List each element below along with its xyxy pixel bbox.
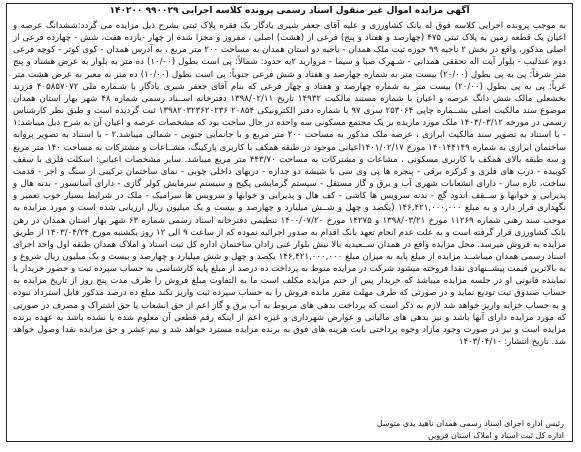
signature-official: رئیس اداره اجرای اسناد رسمی همدان ناهید یدی متوسل [376,419,564,428]
notice-title: آگهی مزایده اموال غیر منقول اسناد رسمی پرونده کلاسه اجرایی ۹۹۰۰۲۹ ۱۴۰۲۰۰ [109,6,470,16]
signature-office: اداره کل ثبت اسناد و املاک استان قزوین [428,431,564,440]
notice-body: به موجب پرونده اجرایی کلاسه فوق له بانک کشاورزی و علیه آقای جعفر شیری یادگار یک فقره پلاک ثبتی بشرح ذیل مزایده می گردد:ششدانگ عرصه و اعیان یک قطعه زمین به پلاک ثبتی ۴۷۵ (چهارصد و هفتاد و پنج) فرعی از (هشت) اصلی ، مفروز و مجزا شده از چهار -یازده هفت، شش - چهارده فرعی از اصلی مذکور، واقع در بخش ۲ ناحیه ۹۹ حوزه ثبت ملک همدان - ناحیه دو استان همدان به مساحت ۲۰۰ متر مربع ، به آدرس همدان - کوی کوثر - کوچه فرعی دوم عندلیب - بلوار آیت اله تحققی همدانی - شـهرک صبا و سیما - مروارید ۲به حدود: شمالاً: پی است بطول (۱۰/۰۰) ده متر به بلوار به عرض هشتاد و پنج متر شرقاً: پی به پی بطول (۲۰/۰۰) بیست متر به شماره چهارصد و هفتاد و شش فرعی جنوباً: پی است بطول (۱۰/۰۰) ده متر به معبر به عرض هشت متر غرباً: پی به پی بطول (۲۰/۰۰) بیست متر به شماره چهارصد و هفتاد و چهار فرعی که بنام آقای جعفر شیری یادگار با شـماره ملی ۴۰۵۸۵۷۰۷۲ فرزند بخشعلی مالک شش دانگ عرصه و اعیان با شماره مستند مالکیت ۱۴۹۳۲ تاریخ ۱۳۹۸/۰۲/۱۱ دفترخانه اســناد رسمی شماره ۴۸ شهر بهار استان همدان موضوع سند مالکیت اصلی بشــماره چاپی ۲۵۳۰۶۴ سری ۹۷ با شماره دفتر الکترونیکی ۲۰۸۵۴ ۱۳۹۸۲۰۳۲۳۶۲۰۲۳۶ ثبت گردیده است و طبق نظر کارشناس رسمی در مورخه ۱۴۰۳/۰۳/۱۲ ملک مورد مازیده بر یک مجتمع مسکونی سه واحده در حال ساخت بود که مشخصات عرصه و اعیان آن به شرح ذیل میباشد:۱ - با استناد به تصویر سند مالکیت ابرازی ، عرصه ملک مذکور به مساحت ۲۰۰ متر مربع و با جانمایی جنوبی - شمالی میباشد.۲ - با استناد به تصویر پروانه ساختمان ابرازی به شماره ۱۴۰۱۴۴۱۴۹ مورخ ۱۴۰۱/۰۲/۱۷اعیانی موجود در طبقه همکف با کاربری پارکینگ، مشــاعات و مشترکات به مساحت ۱۴۰ متر مربع و سه طبقه بالای همکف با کاربری مسکونی ، مشاعات و مشترکات به مساحت ۴۴۳/۷۰ متر مربع میباشد. سایر مشخصات اعیانی: اسکلت فلزی با سقف کوبیده - درب های فلزی و کرکره برقی - پنجره ها پی وی سی با شیشه دو جداره - دربهای داخلی چوبی - نمای ساختمان ترکیبی از سنگ و اجر - قدمت ساخت، تازه ساز - دارای انشعابات شهری آب و برق و گاز مستقل - سیستم گرمایشی پکیج و سیستم سرمایش کولر گازی - دارای آسانسور - بدنه هال و پذیرایی و خوابها و ســقف اندود گچ - بدنه سرویس ها کاشی - کف هال و پذیرایی و خوابها و سرویس ها سرامیک - ملک در شرایط بسیار خوب تعمیر و نگهداری قرار دارد و به مبلغ ۱۴۶,۴۲۱,۰۰۰,۰۰۰ (یکصد و چهل و شــش میلیارد و چهارصد و بیست و یک میلیون ریال ارزیابی شده است و مورد مزایده به موجب سند رهنی شماره ۱۱۲۶۹ مورخ ۱۳۹۸/۰۳/۲۱ و ۱۴۲۷۵ مورخ ۱۴۰۰/۰۷/۲۰ تنظیمی دفترخانه اسناد رسمی شماره ۶۳ شهر بهار استان همدان در رهن بانک کشاورزی قرار گرفته است و به علت عدم انجام تعهد بانک اقدام به صدور اجرائیه نموده که از ساعت ۹ الی ۱۲ روز یکشنبه مورخ ۱۴۰۳/۰۴/۲۴ از طریق مزایده به فروش میرسد. محل مزایده واقع در همدان ســعیدیه بالا نبش بلوار غنی زادان ساختمان اداره کل ثبت اسناد و املاک همدان طبقه اول واحد اجرای اسناد رسمی همدان میباشــد مزایده از مبلغ پایه به میزان مبلغ ۱۴۶,۴۲۱,۰۰۰,۰۰۰ یکصد و چهل و شش میلیارد و چهارصد و بیست و یک میلیون ریال شروع و به بالاترین قیمت پیشــنهادی نقدا فروخته میشود شرکت در مزایده منوط به پرداخت ده درصد از مبلغ پایه کارشناسی به حساب سپرده ثبت و حضور خریدار یا نماینده قانونی او در جلسه مزایده میباشد که خریدار پس از ختم مزایده مکلف است ما به التفاوت مبلغ فروش را ظرف مدت پنج روز از تاریخ مزایده به حساب صندوق ثبت تودیع نماید و در صورتی که طرف مهلت مقرر مانده فروش را به حساب سپرده ثبت واریز نکند مبلغ ده درصد مذکور قابل استرداد نبوده و به حساب خزانه واریز خواهد شد لازم به ذکر است که پرداخت بدهی های مربوط به آب برق و گاز اعم از حق انشعاب یا حق اشتراک و مصرف در صورتی که مورد مزایده دارای آنها باشد و نیز بدهی های مالیاتی و عوارض شهرداری و غیره اعم از اینکه رقم قطعی آن معلوم شده یا نشده باشد به عهده برنده مزایده است و نیز در صورت وجود مازاد وجوه پرداختی بابت هزینه های فوق به برنده مزایده مسترد خواهد شد و نیم عشر و حق مزایده نقدا وصول خواهد شد. تاریخ انتشار: ۱۴۰۳/۰۴/۱۰ [13,21,567,348]
notice-frame [6,3,573,442]
